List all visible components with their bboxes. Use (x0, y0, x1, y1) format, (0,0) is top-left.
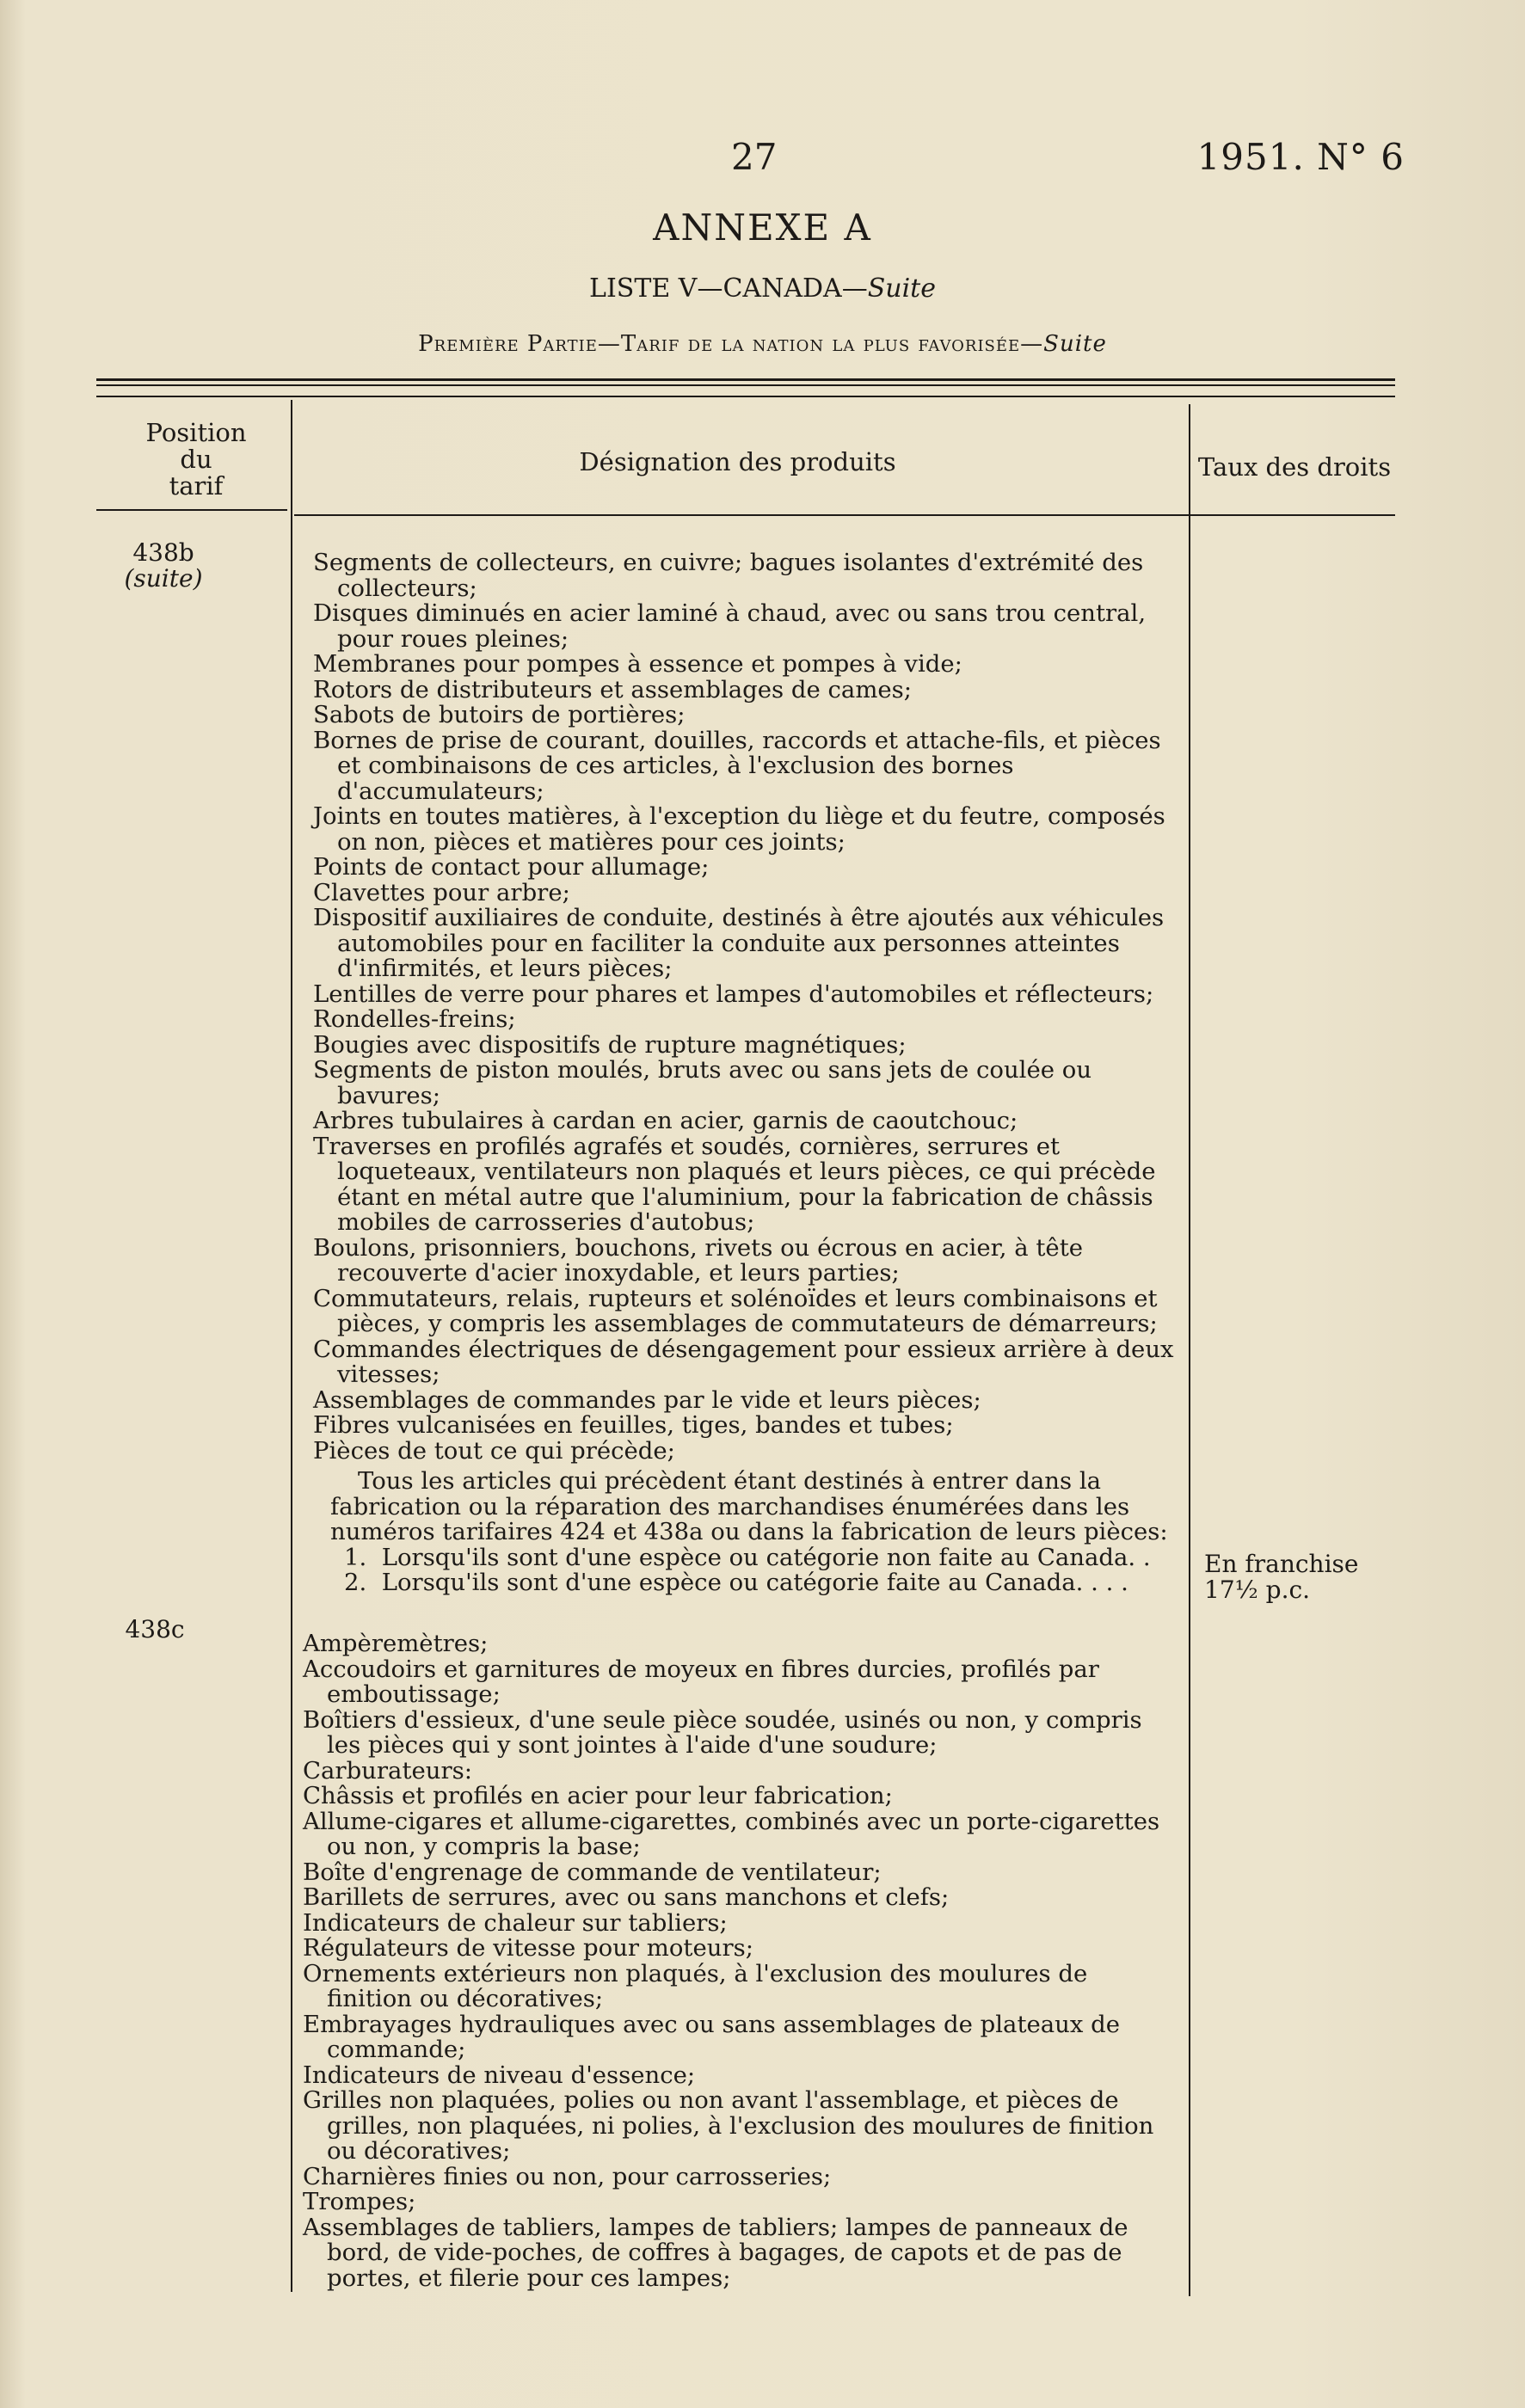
product-entry: Régulateurs de vitesse pour moteurs; (303, 1934, 753, 1962)
tariff-position-438b: 438b (suite) (124, 538, 203, 593)
product-entry: Barillets de serrures, avec ou sans manchons et clefs; (303, 1883, 950, 1911)
product-entry: Dispositif auxiliaires de conduite, destinés à être ajoutés aux véhicules automobiles pour en faciliter la conduite aux personnes atteintes d'infirmités, et leurs pièces; (313, 904, 1165, 982)
product-entry: Indicateurs de chaleur sur tabliers; (303, 1908, 728, 1937)
product-entry: Disques diminués en acier laminé à chaud, avec ou sans trou central, pour roues pleines; (313, 599, 1147, 653)
product-entry: Pièces de tout ce qui précède; (313, 1436, 675, 1465)
product-entry: Embrayages hydrauliques avec ou sans assemblages de plateaux de commande; (303, 2010, 1120, 2063)
column-divider-right (1189, 404, 1190, 2296)
subitem-1: 1. Lorsqu'ils sont d'une espèce ou catégorie non faite au Canada. . (344, 1543, 1151, 1571)
product-entry: Boîte d'engrenage de commande de ventilateur; (303, 1858, 882, 1886)
product-entry: Sabots de butoirs de portières; (313, 701, 686, 728)
section-438b-items (313, 550, 1185, 1464)
product-entry: Assemblages de commandes par le vide et leurs pièces; (313, 1385, 981, 1414)
product-entry: Segments de piston moulés, bruts avec ou sans jets de coulée ou bavures; (313, 1056, 1092, 1109)
product-entry: Membranes pour pompes à essence et pompes à vide; (313, 650, 962, 678)
product-entry: Arbres tubulaires à cardan en acier, garnis de caoutchouc; (313, 1107, 1018, 1134)
issue-number: 1951. N° 6 (1196, 136, 1405, 178)
table-top-rule-2 (96, 384, 1395, 386)
product-entry: Indicateurs de niveau d'essence; (303, 2061, 696, 2089)
product-entry: Carburateurs: (303, 1756, 472, 1784)
tariff-position-438c: 438c (125, 1615, 185, 1643)
condition-paragraph: Tous les articles qui précèdent étant destinés à entrer dans la fabrication ou la réparation des marchandises énumérées dans les numéros tarifaires 424 et 438a ou dans la fabrication de leurs pièces: (330, 1467, 1168, 1545)
section-438c-items (303, 1631, 1171, 2291)
product-entry: Lentilles de verre pour phares et lampes d'automobiles et réflecteurs; (313, 980, 1154, 1008)
column-header-designation: Désignation des produits (579, 447, 896, 476)
list-title: LISTE V—CANADA—Suite (589, 273, 936, 304)
product-entry: Points de contact pour allumage; (313, 853, 710, 881)
product-entry: Charnières finies ou non, pour carrosseries; (303, 2162, 832, 2190)
column-header-rate: Taux des droits (1197, 452, 1392, 482)
product-entry: Commandes électriques de désengagement pour essieux arrière à deux vitesses; (313, 1335, 1174, 1388)
part-title: Première Partie—Tarif de la nation la plus favorisée—Suite (418, 331, 1107, 357)
page-number: 27 (731, 136, 778, 178)
product-entry: Rondelles-freins; (313, 1005, 516, 1033)
product-entry: Commutateurs, relais, rupteurs et solénoïdes et leurs combinaisons et pièces, y compris les assemblages de commutateurs de démarreurs; (313, 1284, 1158, 1337)
header-underline-position (96, 509, 287, 511)
section-438b-paragraph (320, 1469, 1175, 1596)
product-entry: Fibres vulcanisées en feuilles, tiges, bandes et tubes; (313, 1411, 954, 1439)
product-entry: Boîtiers d'essieux, d'une seule pièce soudée, usinés ou non, y compris les pièces qui y sont jointes à l'aide d'une soudure; (303, 1705, 1142, 1759)
product-entry: Traverses en profilés agrafés et soudés, cornières, serrures et loqueteaux, ventilateurs non plaqués et leurs pièces, ce qui précède étant en métal autre que l'aluminium, pour la fabrication de châssis mobiles de carrosseries d'autobus; (313, 1132, 1156, 1236)
product-entry: Boulons, prisonniers, bouchons, rivets ou écrous en acier, à tête recouverte d'acier inoxydable, et leurs parties; (313, 1233, 1084, 1287)
product-entry: Accoudoirs et garnitures de moyeux en fibres durcies, profilés par emboutissage; (303, 1655, 1099, 1708)
product-entry: Bougies avec dispositifs de rupture magnétiques; (313, 1030, 907, 1059)
table-top-rule (96, 378, 1395, 381)
product-entry: Clavettes pour arbre; (313, 878, 570, 906)
product-entry: Trompes; (303, 2188, 416, 2215)
product-entry: Châssis et profilés en acier pour leur fabrication; (303, 1782, 893, 1809)
product-entry: Segments de collecteurs, en cuivre; bagues isolantes d'extrémité des collecteurs; (313, 549, 1144, 602)
table-top-rule-3 (96, 396, 1395, 397)
product-entry: Ornements extérieurs non plaqués, à l'exclusion des moulures de finition ou décoratives; (303, 1959, 1088, 2012)
product-entry: Joints en toutes matières, à l'exception du liège et du feutre, composés on non, pièces et matières pour ces joints; (313, 802, 1165, 856)
product-entry: Rotors de distributeurs et assemblages de cames; (313, 675, 913, 703)
product-entry: Assemblages de tabliers, lampes de tabliers; lampes de panneaux de bord, de vide-poches, de coffres à bagages, de capots et de pas de portes, et filerie pour ces lampes; (303, 2213, 1128, 2292)
product-entry: Allume-cigares et allume-cigarettes, combinés avec un porte-cigarettes ou non, y compris la base; (303, 1807, 1160, 1860)
rate-subitem-1: En franchise (1204, 1550, 1359, 1578)
product-entry: Grilles non plaquées, polies ou non avant l'assemblage, et pièces de grilles, non plaquées, ni polies, à l'exclusion des moulures de finition ou décoratives; (303, 2086, 1154, 2165)
header-underline-main (294, 514, 1395, 516)
product-entry: Ampèremètres; (303, 1630, 489, 1657)
product-entry: Bornes de prise de courant, douilles, raccords et attache-fils, et pièces et combinaisons de ces articles, à l'exclusion des bornes d'accumulateurs; (313, 726, 1161, 805)
rate-subitem-2: 17½ p.c. (1204, 1576, 1311, 1604)
annex-title: ANNEXE A (653, 206, 872, 249)
column-header-position: Position du tarif (145, 418, 247, 501)
column-divider-left (291, 400, 292, 2292)
subitem-2: 2. Lorsqu'ils sont d'une espèce ou catégorie faite au Canada. . . . (344, 1569, 1128, 1596)
